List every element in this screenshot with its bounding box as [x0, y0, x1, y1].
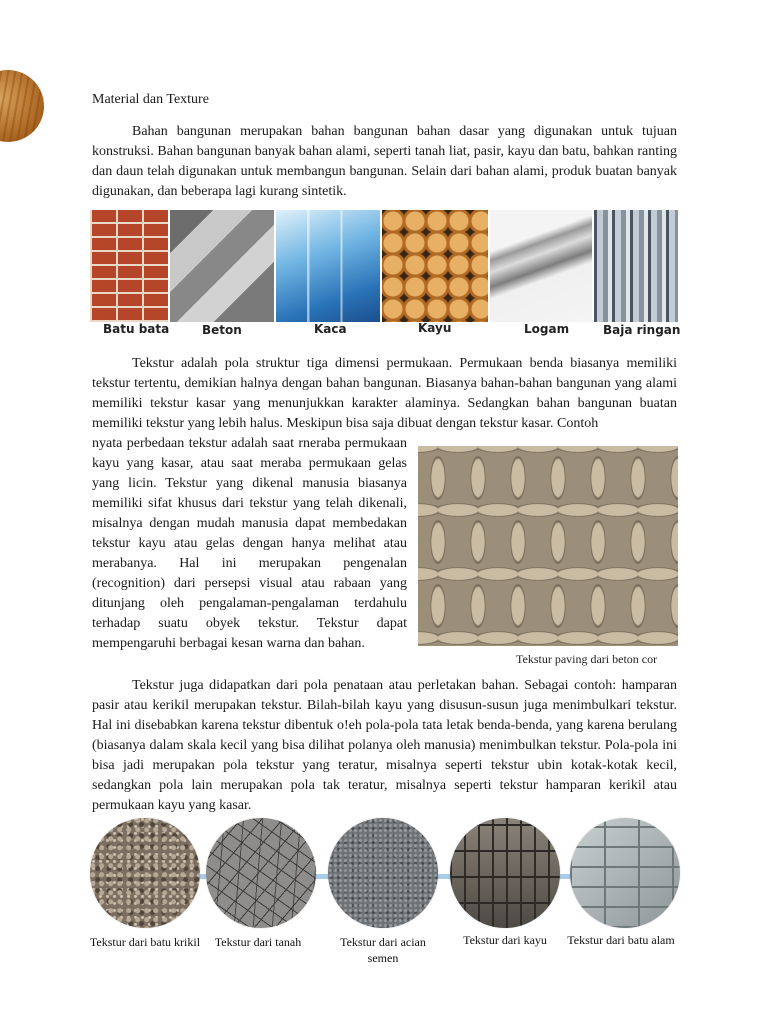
- texture-caption: Tekstur dari acian semen: [340, 935, 426, 965]
- paving-caption: Tekstur paving dari beton cor: [516, 652, 658, 666]
- gravel-texture-image: [90, 818, 200, 928]
- material-label: Kaca: [314, 322, 347, 336]
- texture-caption: Tekstur dari batu krikil: [89, 935, 201, 949]
- material-label: Kayu: [418, 321, 452, 335]
- stone-texture-image: [570, 818, 680, 928]
- paragraph-tekstur-definition: Tekstur adalah pola struktur tiga dimensi permukaan. Permukaan benda biasanya memiliki tekstur tertentu, demikian halnya dengan bahan bangunan. Biasanya bahan-bahan bangunan yang alami memiliki tekstur kasar yang menunjukkan karakter alaminya. Sedangkan bahan bangunan buatan memiliki tekstur yang lebih halus. Meskipun bisa saja dibuat dengan tekstur kasar. Contoh: [92, 356, 677, 431]
- material-label: Beton: [202, 323, 242, 337]
- material-label: Batu bata: [103, 322, 170, 336]
- glass-image: [276, 210, 380, 322]
- page-title: Material dan Texture: [92, 92, 209, 107]
- paragraph-bahan-bangunan: Bahan bangunan merupakan bahan bangunan bahan dasar yang digunakan untuk tujuan konstruksi. Bahan bangunan banyak bahan alami, seperti tanah liat, pasir, kayu dan batu, bahkan ranting dan daun telah digunakan untuk membangun bangunan. Selain dari bahan alami, produk buatan banyak digunakan, dan beberapa lagi kurang sintetik.: [92, 124, 677, 199]
- wood-decoration: [0, 70, 44, 142]
- metal-image: [490, 210, 592, 322]
- paragraph-pola-tekstur: Tekstur juga didapatkan dari pola penataan atau perletakan bahan. Sebagai contoh: hamparan pasir atau kerikil merupakan tekstur. Bilah-bilah kayu yang disusun-susun juga menimbulkari tekstur. Hal ini disebabkan karena tekstur dibentuk o!eh pola-pola tata letak benda-benda, yang karena berulang (biasanya dalam skala kecil yang bisa dilihat polanya oleh manusia) menimbulkan tekstur. Pola-pola ini bisa jadi merupakan pola tekstur yang teratur, misalnya seperti tekstur ubin kotak-kotak kecil, sedangkan pola lain merupakan pola tak teratur, misalnya seperti tekstur hamparan kerikil atau permukaan kayu yang kasar.: [92, 678, 677, 813]
- material-strip: [90, 210, 681, 340]
- cement-texture-image: [328, 818, 438, 928]
- soil-texture-image: [206, 818, 316, 928]
- concrete-image: [170, 210, 274, 322]
- brick-image: [90, 210, 168, 322]
- paving-image: [418, 446, 678, 646]
- light-steel-image: [594, 210, 678, 322]
- wood-texture-image: [450, 818, 560, 928]
- texture-samples: [86, 818, 682, 968]
- material-label: Logam: [524, 322, 570, 336]
- material-label: Baja ringan: [603, 323, 681, 337]
- texture-caption: Tekstur dari tanah: [214, 935, 302, 949]
- paragraph-tekstur-example: nyata perbedaan tekstur adalah saat rneraba permukaan kayu yang kasar, atau saat meraba permukaan gelas yang licin. Tekstur yang dikenal manusia biasanya memiliki sifat khusus dari tekstur yang telah dikenali, misalnya dengan mudah manusia dapat membedakan tekstur kayu atau gelas dengan hanya melihat atau merabanya. Hal ini merupakan pengenalan (recognition) dari persepsi visual atau rabaan yang ditunjang oleh pengalaman-pengalaman terdahulu terhadap suatu obyek tekstur. Tekstur dapat mempengaruhi berbagai kesan warna dan bahan.: [92, 436, 407, 651]
- wood-logs-image: [382, 210, 488, 322]
- texture-caption: Tekstur dari kayu: [463, 933, 547, 947]
- texture-caption: Tekstur dari batu alam: [567, 933, 675, 947]
